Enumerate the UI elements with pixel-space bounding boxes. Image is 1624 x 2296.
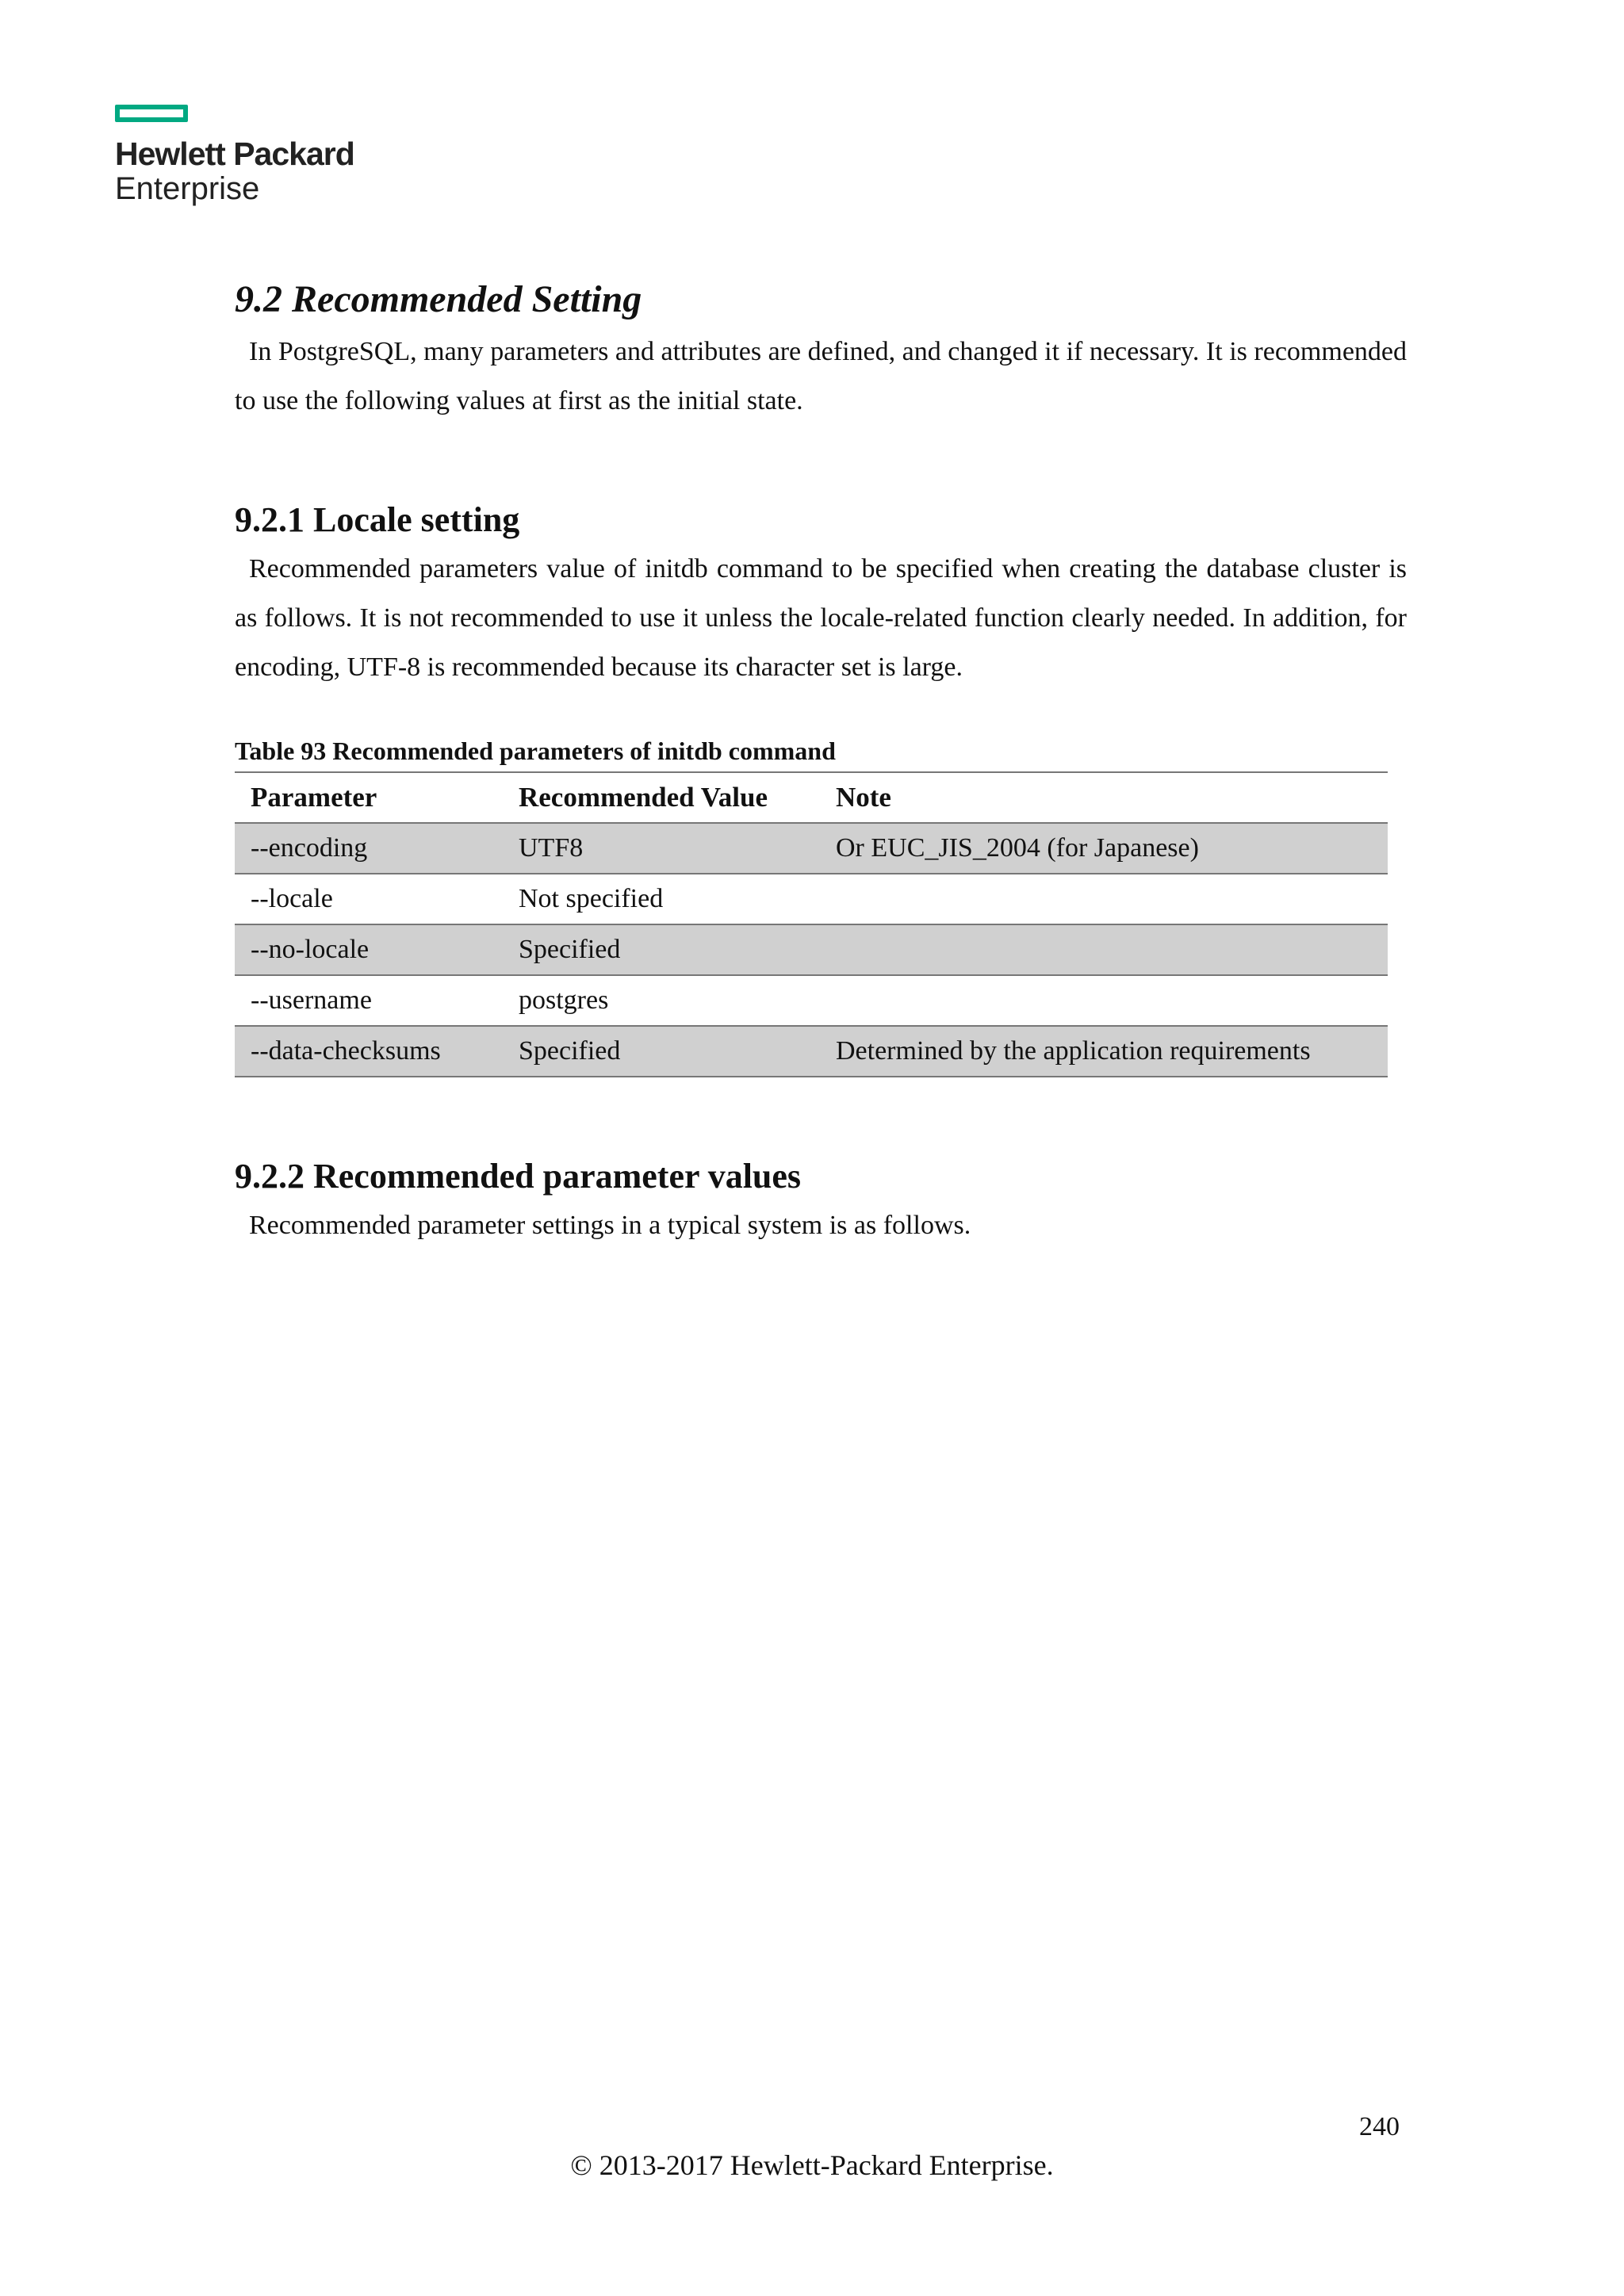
parameter-values-body: Recommended parameter settings in a typical system is as follows. [249,1211,971,1240]
section-title: 9.2 Recommended Setting [235,278,642,320]
table-cell: Determined by the application requirements [820,1026,1388,1077]
copyright-notice: © 2013-2017 Hewlett-Packard Enterprise. [570,2149,1054,2181]
section-intro: In PostgreSQL, many parameters and attributes are defined, and changed it if necessary. It is recommended to use the following values at first as the initial state. [235,337,1407,415]
page-number: 240 [1359,2112,1400,2141]
table-cell: --username [235,975,503,1026]
table-row [235,975,1388,1026]
column-header: Parameter [235,772,503,823]
page-content [235,272,1407,1250]
logo-name: Hewlett Packard [115,136,354,172]
table-header-row [235,772,1388,823]
initdb-parameters-table [235,771,1388,1077]
table-row [235,823,1388,874]
table-cell: --locale [235,874,503,924]
table-caption: Table 93 Recommended parameters of initdb command [235,737,836,765]
column-header: Recommended Value [503,772,820,823]
table-cell [820,924,1388,975]
table-row [235,874,1388,924]
table-cell: --no-locale [235,924,503,975]
table-cell: --encoding [235,823,503,874]
table-cell: postgres [503,975,820,1026]
table-cell: --data-checksums [235,1026,503,1077]
logo-subtitle: Enterprise [115,171,260,206]
logo-mark-icon [115,105,188,122]
locale-heading: 9.2.1 Locale setting [235,500,520,539]
table-cell: Specified [503,924,820,975]
table-cell [820,874,1388,924]
table-cell [820,975,1388,1026]
table-cell: Or EUC_JIS_2004 (for Japanese) [820,823,1388,874]
table-row [235,924,1388,975]
company-logo [115,105,354,206]
table-cell: UTF8 [503,823,820,874]
table-cell: Specified [503,1026,820,1077]
table-cell: Not specified [503,874,820,924]
column-header: Note [820,772,1388,823]
table-row [235,1026,1388,1077]
locale-body: Recommended parameters value of initdb command to be specified when creating the database cluster is as follows. It is not recommended to use it unless the locale-related function clearly needed. In addition, for encoding, UTF-8 is recommended because its character set is large. [235,554,1407,682]
parameter-values-heading: 9.2.2 Recommended parameter values [235,1157,802,1196]
